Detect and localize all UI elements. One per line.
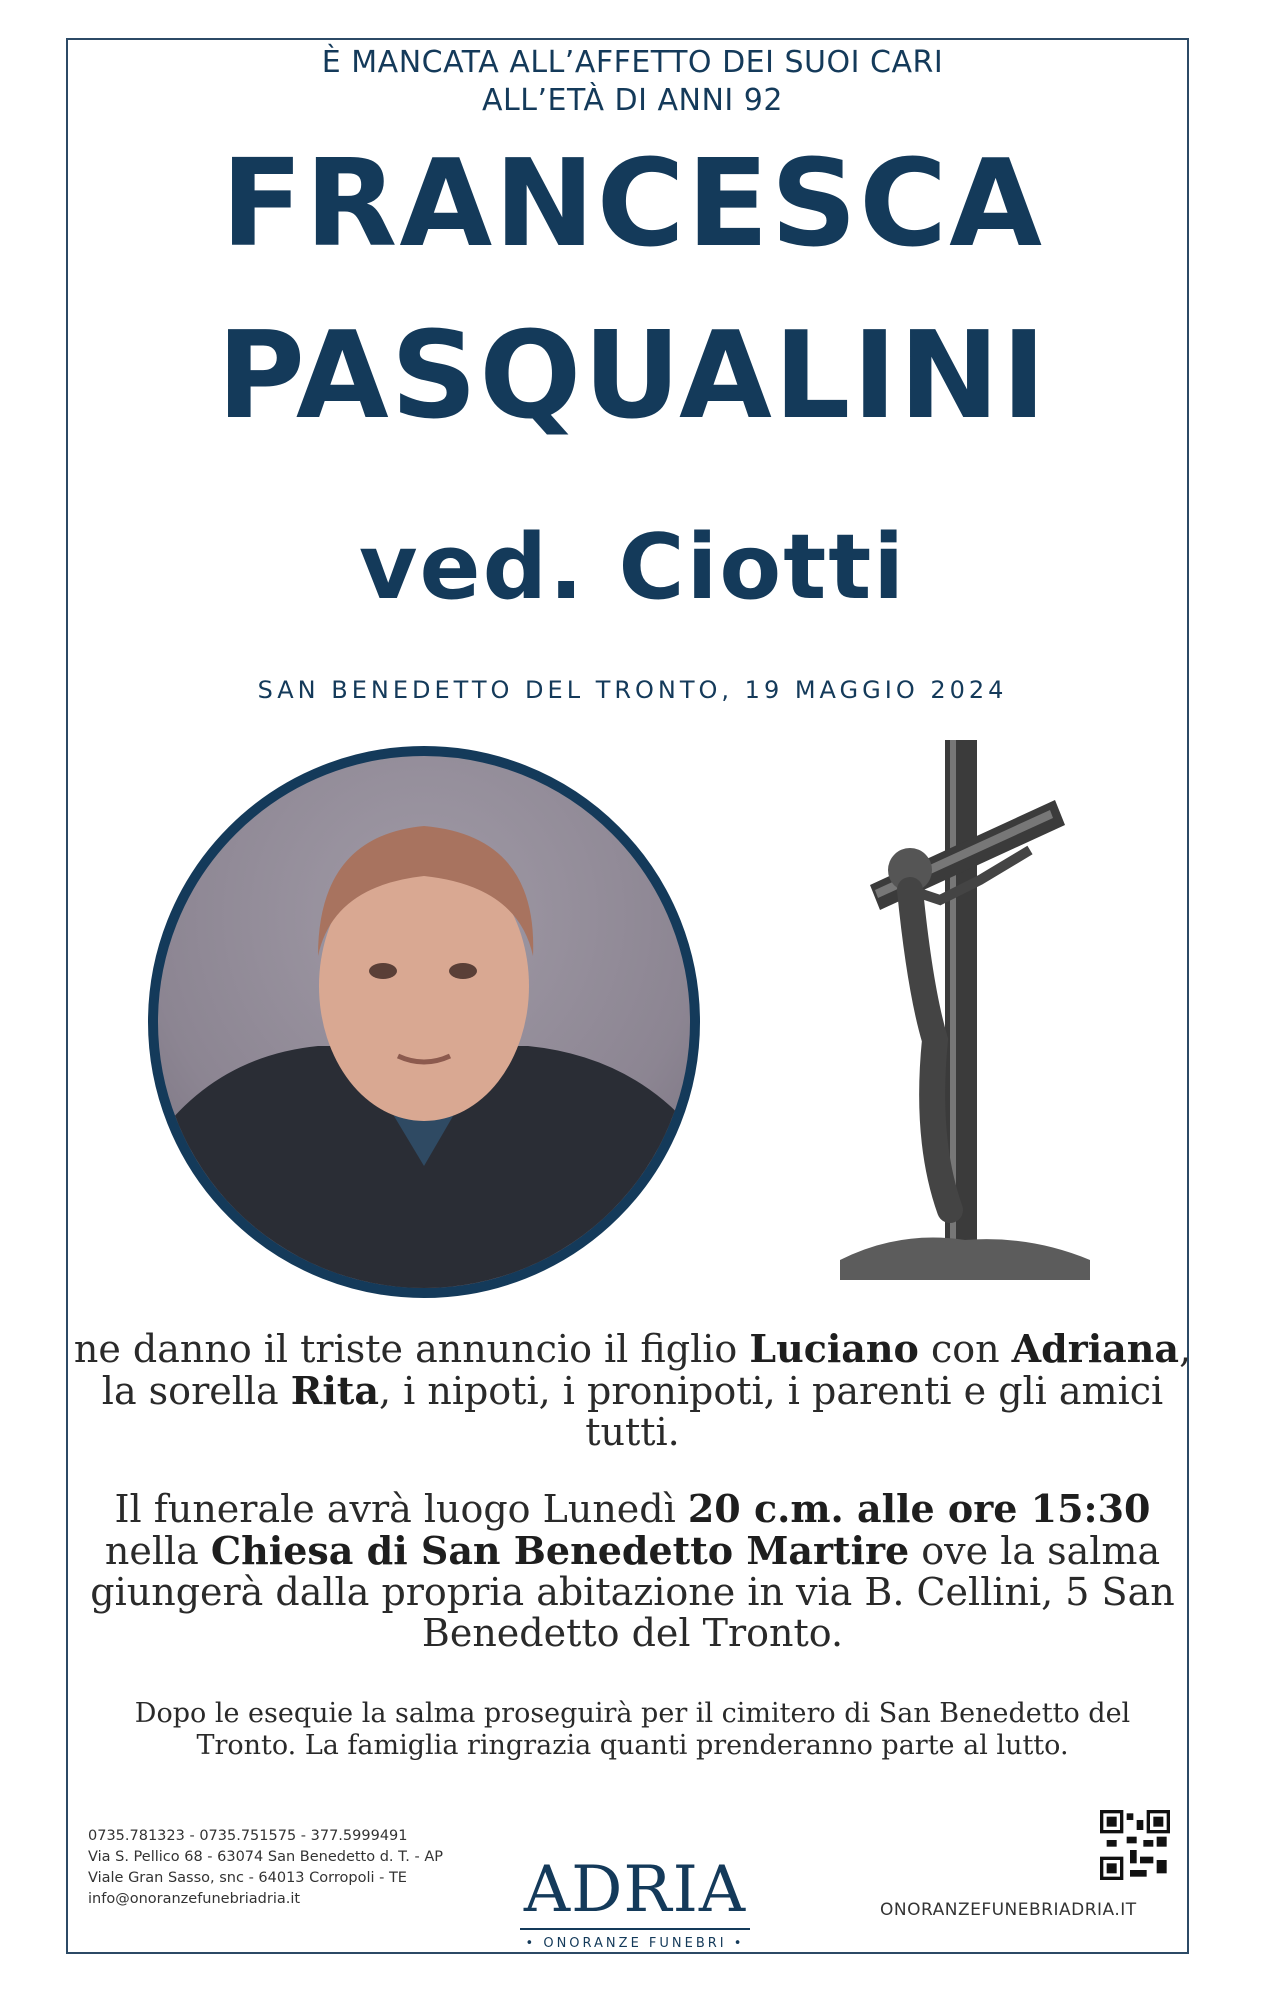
intro-line-1: È MANCATA ALL’AFFETTO DEI SUOI CARI — [321, 45, 944, 80]
contact-phones: 0735.781323 - 0735.751575 - 377.5999491 — [88, 1828, 408, 1844]
intro-line-2: ALL’ETÀ DI ANNI 92 — [482, 83, 783, 118]
funeral-paragraph — [70, 1488, 1195, 1654]
place-date: SAN BENEDETTO DEL TRONTO, 19 MAGGIO 2024 — [257, 676, 1008, 704]
portrait-photo — [148, 746, 700, 1298]
portrait-illustration — [158, 756, 690, 1288]
first-name: FRANCESCA — [220, 135, 1045, 274]
funeral-text-3: ove la salma giungerà dalla propria abitazione in via B. Cellini, 5 San Benedetto del Tronto. — [90, 1529, 1175, 1655]
intro-text — [0, 44, 1265, 120]
website-link[interactable]: ONORANZEFUNEBRIADRIA.IT — [880, 1900, 1137, 1920]
announcement-bold-2: Adriana — [1011, 1326, 1180, 1371]
logo-sub-text: • ONORANZE FUNEBRI • — [520, 1928, 750, 1951]
announcement-text-3: , la sorella — [101, 1327, 1192, 1413]
widow-of: ved. Ciotti — [358, 515, 907, 620]
qr-code-icon[interactable] — [1100, 1810, 1170, 1880]
contact-info — [88, 1826, 443, 1910]
announcement-text-4: , i nipoti, i pronipoti, i parenti e gli amici tutti. — [378, 1369, 1164, 1454]
contact-address-2: Viale Gran Sasso, snc - 64013 Corropoli - TE — [88, 1870, 407, 1886]
closing-paragraph: Dopo le esequie la salma proseguirà per il cimitero di San Benedetto del Tronto. La famiglia ringrazia quanti prenderanno parte al lutto. — [134, 1698, 1131, 1761]
announcement-text-2: con — [918, 1327, 1012, 1371]
funeral-text-1: Il funerale avrà luogo Lunedì — [114, 1487, 688, 1531]
funeral-text-2: nella — [104, 1529, 211, 1573]
crucifix-icon — [840, 740, 1090, 1280]
announcement-bold-1: Luciano — [749, 1326, 919, 1371]
announcement-text-1: ne danno il triste annuncio il figlio — [73, 1327, 750, 1371]
contact-email[interactable]: info@onoranzefunebriadria.it — [88, 1891, 301, 1907]
logo-main-text: ADRIA — [523, 1853, 747, 1927]
funeral-bold-1: 20 c.m. alle ore 15:30 — [687, 1486, 1151, 1531]
announcement-bold-3: Rita — [290, 1368, 379, 1413]
last-name: PASQUALINI — [216, 307, 1049, 446]
funeral-bold-2: Chiesa di San Benedetto Martire — [210, 1528, 910, 1573]
announcement-paragraph — [70, 1328, 1195, 1453]
contact-address-1: Via S. Pellico 68 - 63074 San Benedetto d. T. - AP — [88, 1849, 443, 1865]
adria-logo — [500, 1853, 770, 1951]
